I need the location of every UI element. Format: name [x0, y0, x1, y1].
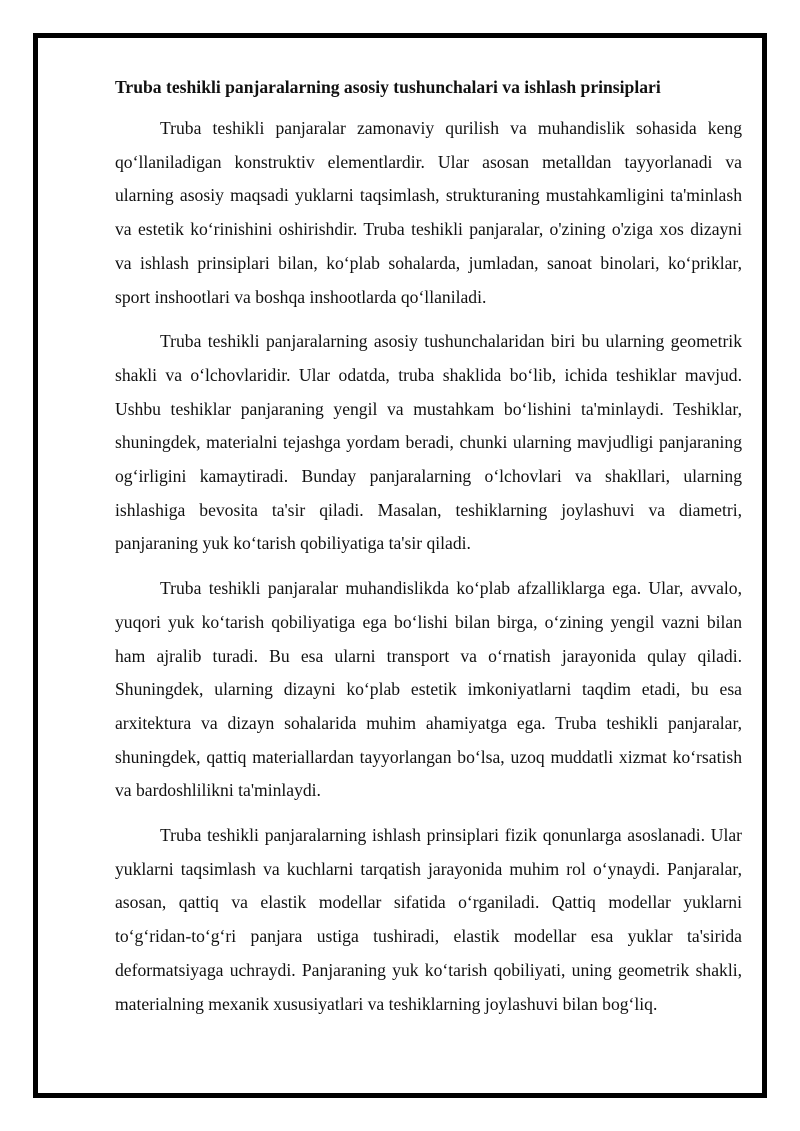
paragraph-4: Truba teshikli panjaralarning ishlash prinsiplari fizik qonunlarga asoslanadi. Ular yuklarni taqsimlash va kuchlarni tarqatish jarayonida muhim rol o‘ynaydi. Panjaralar, asosan, qattiq va elastik modellar sifatida o‘rganiladi. Qattiq modellar yuklarni to‘g‘ridan-to‘g‘ri panjara ustiga tushiradi, elastik modellar esa yuklar ta'sirida deformatsiyaga uchraydi. Panjaraning yuk ko‘tarish qobiliyati, uning geometrik shakli, materialning mexanik xususiyatlari va teshiklarning joylashuvi bilan bog‘liq.	[115, 825, 742, 1014]
document-title: Truba teshikli panjaralarning asosiy tushunchalari va ishlash prinsiplari	[115, 77, 661, 97]
document-body	[115, 74, 742, 1032]
paragraph-1: Truba teshikli panjaralar zamonaviy qurilish va muhandislik sohasida keng qo‘llaniladigan konstruktiv elementlardir. Ular asosan metalldan tayyorlanadi va ularning asosiy maqsadi yuklarni taqsimlash, strukturaning mustahkamligini ta'minlash va estetik ko‘rinishini oshirishdir. Truba teshikli panjaralar, o'zining o'ziga xos dizayni va ishlash prinsiplari bilan, ko‘plab sohalarda, jumladan, sanoat binolari, ko‘priklar, sport inshootlari va boshqa inshootlarda qo‘llaniladi.	[115, 118, 742, 307]
paragraph-3: Truba teshikli panjaralar muhandislikda ko‘plab afzalliklarga ega. Ular, avvalo, yuqori yuk ko‘tarish qobiliyatiga ega bo‘lishi bilan birga, o‘zining yengil vazni bilan ham ajralib turadi. Bu esa ularni transport va o‘rnatish jarayonida qulay qiladi. Shuningdek, ularning dizayni ko‘plab estetik imkoniyatlarni taqdim etadi, bu esa arxitektura va dizayn sohalarida muhim ahamiyatga ega. Truba teshikli panjaralar, shuningdek, qattiq materiallardan tayyorlangan bo‘lsa, uzoq muddatli xizmat ko‘rsatish va bardoshlilikni ta'minlaydi.	[115, 578, 742, 801]
paragraph-2: Truba teshikli panjaralarning asosiy tushunchalaridan biri bu ularning geometrik shakli va o‘lchovlaridir. Ular odatda, truba shaklida bo‘lib, ichida teshiklar mavjud. Ushbu teshiklar panjaraning yengil va mustahkam bo‘lishini ta'minlaydi. Teshiklar, shuningdek, materialni tejashga yordam beradi, chunki ularning mavjudligi panjaraning og‘irligini kamaytiradi. Bunday panjaralarning o‘lchovlari va shakllari, ularning ishlashiga bevosita ta'sir qiladi. Masalan, teshiklarning joylashuvi va diametri, panjaraning yuk ko‘tarish qobiliyatiga ta'sir qiladi.	[115, 331, 742, 554]
